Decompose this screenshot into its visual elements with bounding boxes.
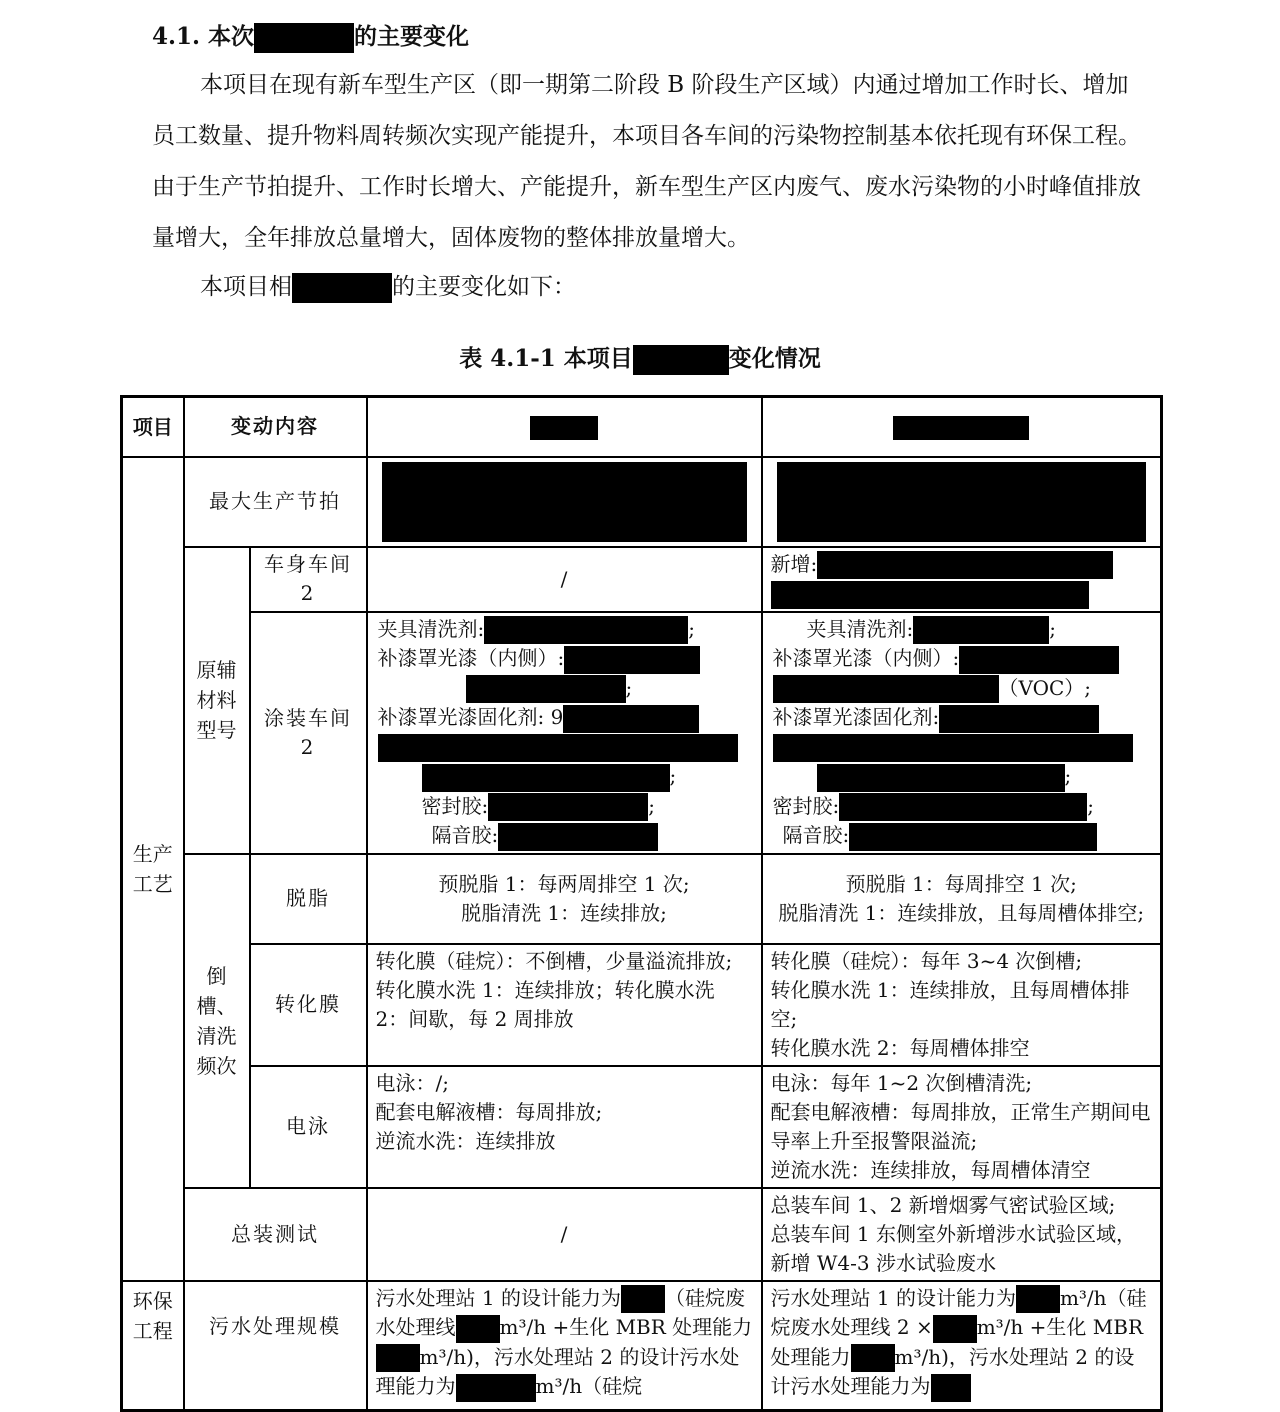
table-row [122, 1188, 1162, 1281]
degrease-after [762, 854, 1162, 944]
redaction-bar [382, 462, 747, 542]
summary-paragraph [200, 262, 1190, 313]
cell-line: 转化膜（硅烷）：每年 3~4 次倒槽; [770, 948, 1083, 973]
wastewater-before [367, 1281, 762, 1411]
header-before [367, 397, 762, 457]
degrease-before [367, 854, 762, 944]
cell-line: 转化膜水洗 1：连续排放；转化膜水洗 2：间歇，每 2 周排放 [375, 977, 715, 1031]
cell-line: 转化膜（硅烷）：不倒槽，少量溢流排放; [375, 948, 733, 973]
row-label: 车身车间 2 [250, 547, 367, 612]
separator: ; [648, 793, 655, 818]
redaction-bar [376, 1344, 420, 1372]
redaction-bar [913, 616, 1049, 644]
table-row [122, 1066, 1162, 1188]
paint-after [762, 612, 1162, 854]
table-row [122, 457, 1162, 547]
cell-line: 逆流水洗：连续排放 [375, 1128, 556, 1153]
heading-suffix: 的主要变化 [354, 23, 470, 50]
section-heading [152, 18, 469, 53]
redaction-bar [777, 462, 1147, 542]
cell-line: 转化膜水洗 1：连续排放，且每周槽体排空; [770, 977, 1130, 1031]
redaction-bar [633, 345, 729, 375]
ecoat-after [762, 1066, 1162, 1188]
takt-after [762, 457, 1162, 547]
separator: ; [625, 675, 633, 700]
redaction-bar [817, 551, 1113, 579]
cell-line: 预脱脂 1：每两周排空 1 次; [438, 871, 690, 896]
voc-note: （VOC）; [998, 675, 1092, 700]
cell-line: 配套电解液槽：每周排放; [375, 1099, 603, 1124]
redaction-bar [939, 705, 1099, 733]
cell-text: 污水处理站 1 的设计能力为 [375, 1285, 621, 1310]
redaction-bar [893, 416, 1029, 440]
redaction-bar [849, 823, 1097, 851]
redaction-bar [931, 1374, 971, 1402]
cell-line: 总装车间 1 东侧室外新增涉水试验区域，新增 W4-3 涉水试验废水 [770, 1221, 1136, 1275]
hardener-label: 补漆罩光漆固化剂: 9 [377, 705, 564, 729]
cell-text: m³/h)，污水处理站 2 的设计污水处理能力为 [770, 1344, 1135, 1398]
clear-coat-label: 补漆罩光漆（内侧）: [377, 646, 565, 670]
row-label: 转化膜 [250, 944, 367, 1066]
takt-before [367, 457, 762, 547]
separator: ; [1087, 793, 1094, 818]
body-before: / [367, 547, 762, 612]
header-item: 项目 [122, 397, 184, 457]
redaction-bar [773, 675, 999, 703]
sealant-label: 密封胶: [421, 793, 489, 818]
redaction-bar [1016, 1285, 1060, 1313]
group-production: 生产工艺 [122, 457, 184, 1281]
summary-prefix: 本项目相 [200, 274, 292, 300]
table-row [122, 944, 1162, 1066]
change-table [120, 395, 1163, 1412]
redaction-bar [959, 646, 1119, 674]
redaction-bar [422, 764, 670, 792]
caption-prefix: 表 4.1-1 本项目 [459, 345, 633, 372]
cell-text: m³/h +生化 MBR 处理能力 [770, 1315, 1144, 1369]
sub-tank: 倒槽、清洗频次 [184, 854, 250, 1188]
sealant-label: 密封胶: [772, 793, 840, 818]
fixture-cleaner-label: 夹具清洗剂: [377, 616, 485, 641]
sound-deadener-label: 隔音胶: [782, 823, 850, 847]
body-after-text: 新增: [770, 551, 818, 576]
redaction-bar [530, 416, 598, 440]
assembly-after [762, 1188, 1162, 1281]
hardener-label: 补漆罩光漆固化剂: [772, 705, 940, 729]
separator: ; [1049, 616, 1056, 641]
sound-deadener-label: 隔音胶: [431, 823, 499, 847]
redaction-bar [771, 581, 1089, 609]
table-row [122, 547, 1162, 612]
redaction-bar [498, 823, 658, 851]
assembly-before: / [367, 1188, 762, 1281]
cell-line: 转化膜水洗 2：每周槽体排空 [770, 1035, 1030, 1060]
table-row [122, 854, 1162, 944]
fixture-cleaner-label: 夹具清洗剂: [806, 616, 914, 641]
table-caption [0, 340, 1280, 375]
separator: ; [688, 616, 695, 641]
body-after [762, 547, 1162, 612]
redaction-bar [466, 675, 626, 703]
summary-suffix: 的主要变化如下： [392, 274, 576, 300]
ecoat-before [367, 1066, 762, 1188]
cell-line: 电泳：每年 1~2 次倒槽清洗; [770, 1070, 1033, 1095]
row-label: 污水处理规模 [184, 1281, 367, 1411]
cell-line: 总装车间 1、2 新增烟雾气密试验区域; [770, 1192, 1116, 1217]
table-row [122, 1281, 1162, 1411]
redaction-bar [456, 1315, 500, 1343]
cell-text: （硅烷废水处理线 [375, 1285, 745, 1339]
redaction-bar [254, 23, 354, 53]
cell-line: 逆流水洗：连续排放，每周槽体清空 [770, 1157, 1091, 1182]
wastewater-after [762, 1281, 1162, 1411]
redaction-bar [839, 793, 1087, 821]
paint-before [367, 612, 762, 854]
row-label: 电泳 [250, 1066, 367, 1188]
clear-coat-label: 补漆罩光漆（内侧）: [772, 646, 960, 670]
separator: ; [669, 764, 677, 788]
cell-text: m³/h [1059, 1285, 1107, 1310]
heading-prefix: 4.1. 本次 [152, 23, 255, 50]
redaction-bar [621, 1285, 665, 1313]
redaction-bar [488, 793, 648, 821]
redaction-bar [563, 705, 699, 733]
redaction-bar [933, 1315, 977, 1343]
cell-line: 脱脂清洗 1：连续排放，且每周槽体排空; [778, 900, 1145, 925]
table-row [122, 612, 1162, 854]
redaction-bar [773, 734, 1133, 762]
cell-line: 配套电解液槽：每周排放，正常生产期间电导率上升至报警限溢流; [770, 1099, 1151, 1153]
separator: ; [1064, 764, 1072, 788]
redaction-bar [564, 646, 700, 674]
cell-line: 电泳：/; [375, 1070, 449, 1095]
conversion-after [762, 944, 1162, 1066]
row-label: 总装测试 [184, 1188, 367, 1281]
row-label: 最大生产节拍 [184, 457, 367, 547]
group-env: 环保工程 [122, 1281, 184, 1411]
intro-paragraph: 本项目在现有新车型生产区（即一期第二阶段 B 阶段生产区域）内通过增加工作时长、增加员工数量、提升物料周转频次实现产能提升，本项目各车间的污染物控制基本依托现有环保工程。由于生产节拍提升、工作时长增大、产能提升，新车型生产区内废气、废水污染物的小时峰值排放量增大，全年排放总量增大，固体废物的整体排放量增大。 [152, 72, 1141, 251]
cell-line: 预脱脂 1：每周排空 1 次; [845, 871, 1077, 896]
header-content: 变动内容 [184, 397, 367, 457]
redaction-bar [292, 273, 392, 303]
redaction-bar [456, 1374, 536, 1402]
caption-suffix: 变化情况 [728, 345, 821, 372]
cell-text: m³/h)，污水处理站 2 的设计污水处理能力为 [375, 1344, 740, 1398]
conversion-before [367, 944, 762, 1066]
redaction-bar [817, 764, 1065, 792]
cell-text: 污水处理站 1 的设计能力为 [770, 1285, 1016, 1310]
cell-text: m³/h（硅烷 [535, 1374, 643, 1398]
redaction-bar [484, 616, 688, 644]
row-label: 脱脂 [250, 854, 367, 944]
header-after [762, 397, 1162, 457]
redaction-bar [851, 1344, 895, 1372]
cell-line: 脱脂清洗 1：连续排放; [461, 900, 667, 925]
table-header-row [122, 397, 1162, 457]
redaction-bar [378, 734, 738, 762]
row-label: 涂装车间 2 [250, 612, 367, 854]
sub-materials: 原辅材料型号 [184, 547, 250, 854]
cell-text: m³/h +生化 MBR 处理能力 [499, 1315, 753, 1339]
cell-text: （硅烷废水处理线 2 × [770, 1285, 1147, 1339]
